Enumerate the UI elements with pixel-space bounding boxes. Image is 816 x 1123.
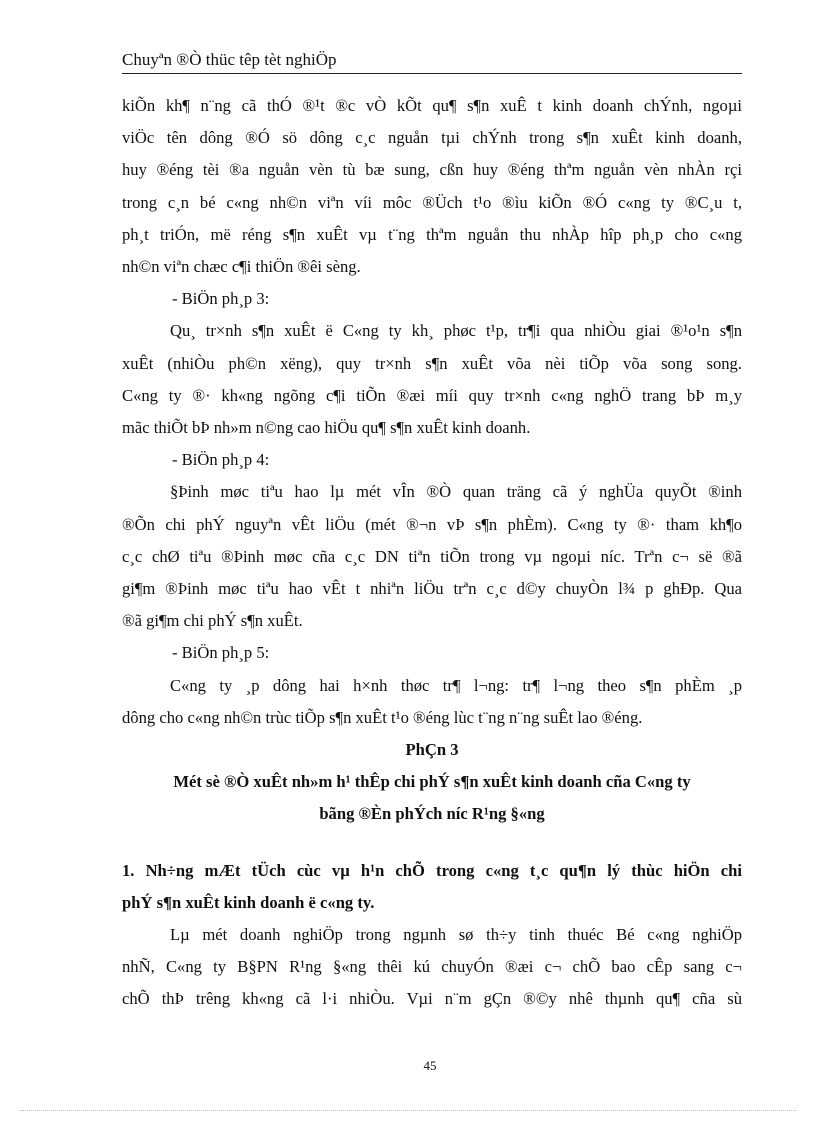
bien-phap-5-label: - BiÖn ph¸p 5: bbox=[172, 643, 270, 663]
bien-phap-3-line: Qu¸ tr×nh s¶n xuÊt ë C«ng ty kh¸ phøc t¹p, tr¶i qua nhiÒu giai ®¹o¹n s¶n bbox=[170, 321, 742, 341]
spacer bbox=[122, 831, 742, 855]
paragraph-line: trong c¸n bé c«ng nh©n viªn víi môc ®Üch t¹o ®ìu kiÕn ®Ó c«ng ty ®C¸u t, bbox=[122, 192, 742, 212]
page-number: 45 bbox=[423, 1058, 437, 1073]
bien-phap-4-label: - BiÖn ph¸p 4: bbox=[172, 450, 270, 470]
section-1-line: chÕ thÞ trêng kh«ng cã l·i nhiÒu. Vµi n¨m gÇn ®©y nhê thµnh qu¶ cña sù bbox=[122, 989, 742, 1009]
bien-phap-4-line: gi¶m ®Þinh møc tiªu hao vÊt t nhiªn liÖu trªn c¸c d©y chuyÒn l¾ p ghÐp. Qua bbox=[122, 579, 742, 599]
header-title: Chuyªn ®Ò thüc têp tèt nghiÖp bbox=[122, 50, 337, 69]
paragraph-line: viÖc tên dông ®Ó sö dông c¸c nguån tµi chÝnh trong s¶n xuÊt kinh doanh, bbox=[122, 128, 742, 148]
section-1-line: Lµ mét doanh nghiÖp trong ngµnh sø th÷y tinh thuéc Bé c«ng nghiÖp bbox=[170, 925, 742, 945]
document-body bbox=[122, 90, 742, 1016]
bien-phap-5-line: dông cho c«ng nh©n trùc tiÕp s¶n xuÊt t¹o ®éng lùc t¨ng n¨ng suÊt lao ®éng. bbox=[122, 707, 643, 727]
part-title: Mét sè ®Ò xuÊt nh»m h¹ thÊp chi phÝ s¶n xuÊt kinh doanh cña C«ng ty bbox=[173, 772, 691, 792]
paragraph-line: ph¸t triÓn, më réng s¶n xuÊt vµ t¨ng thªm nguån thu nhÀp hîp ph¸p cho c«ng bbox=[122, 224, 742, 244]
section-1-line: nhÑ, C«ng ty B§PN R¹ng §«ng thêi kú chuyÓn ®æi c¬ chÕ bao cÊp sang c¬ bbox=[122, 957, 742, 977]
paragraph-line: kiÕn kh¶ n¨ng cã thÓ ®¹t ®c vÒ kÕt qu¶ s¶n xuÊ t kinh doanh chÝnh, ngoµi bbox=[122, 96, 742, 115]
bien-phap-4-line: c¸c chØ tiªu ®Þinh møc cña c¸c DN tiªn tiÕn trong vµ ngoµi níc. Trªn c¬ së ®ã bbox=[122, 546, 742, 566]
paragraph-line: nh©n viªn chæc c¶i thiÖn ®êi sèng. bbox=[122, 257, 361, 277]
bien-phap-4-line: ®Õn chi phÝ nguyªn vÊt liÖu (mét ®¬n vÞ s¶n phÈm). C«ng ty ®· tham kh¶o bbox=[122, 514, 742, 534]
section-1-title: phÝ s¶n xuÊt kinh doanh ë c«ng ty. bbox=[122, 892, 375, 912]
bien-phap-5-line: C«ng ty ¸p dông hai h×nh thøc tr¶ l¬ng: tr¶ l¬ng theo s¶n phÈm ¸p bbox=[170, 675, 742, 695]
bien-phap-3-line: mãc thiÕt bÞ nh»m n©ng cao hiÖu qu¶ s¶n xuÊt kinh doanh. bbox=[122, 418, 531, 438]
part-title: bãng ®Èn phÝch níc R¹ng §«ng bbox=[319, 804, 545, 824]
bien-phap-3-label: - BiÖn ph¸p 3: bbox=[172, 289, 270, 309]
page-bottom-divider bbox=[20, 1110, 796, 1111]
bien-phap-3-line: C«ng ty ®· kh«ng ngõng c¶i tiÕn ®æi míi quy tr×nh c«ng nghÖ trang bÞ m¸y bbox=[122, 385, 742, 405]
paragraph-line: huy ®éng tèi ®a nguån vèn tù bæ sung, cßn huy ®éng thªm nguån vèn nhÀn rçi bbox=[122, 160, 742, 180]
document-header bbox=[122, 49, 742, 74]
bien-phap-3-line: xuÊt (nhiÒu ph©n xëng), quy tr×nh s¶n xuÊt võa nèi tiÕp võa song song. bbox=[122, 353, 742, 373]
bien-phap-4-line: §Þinh møc tiªu hao lµ mét vÎn ®Ò quan träng cã ý nghÜa quyÕt ®inh bbox=[170, 482, 742, 502]
bien-phap-4-line: ®ã gi¶m chi phÝ s¶n xuÊt. bbox=[122, 611, 303, 631]
section-1-title: 1. Nh÷ng mÆt tÜch cùc vµ h¹n chÕ trong c«ng t¸c qu¶n lý thùc hiÖn chi bbox=[122, 860, 742, 880]
part-label: PhÇn 3 bbox=[405, 740, 459, 760]
